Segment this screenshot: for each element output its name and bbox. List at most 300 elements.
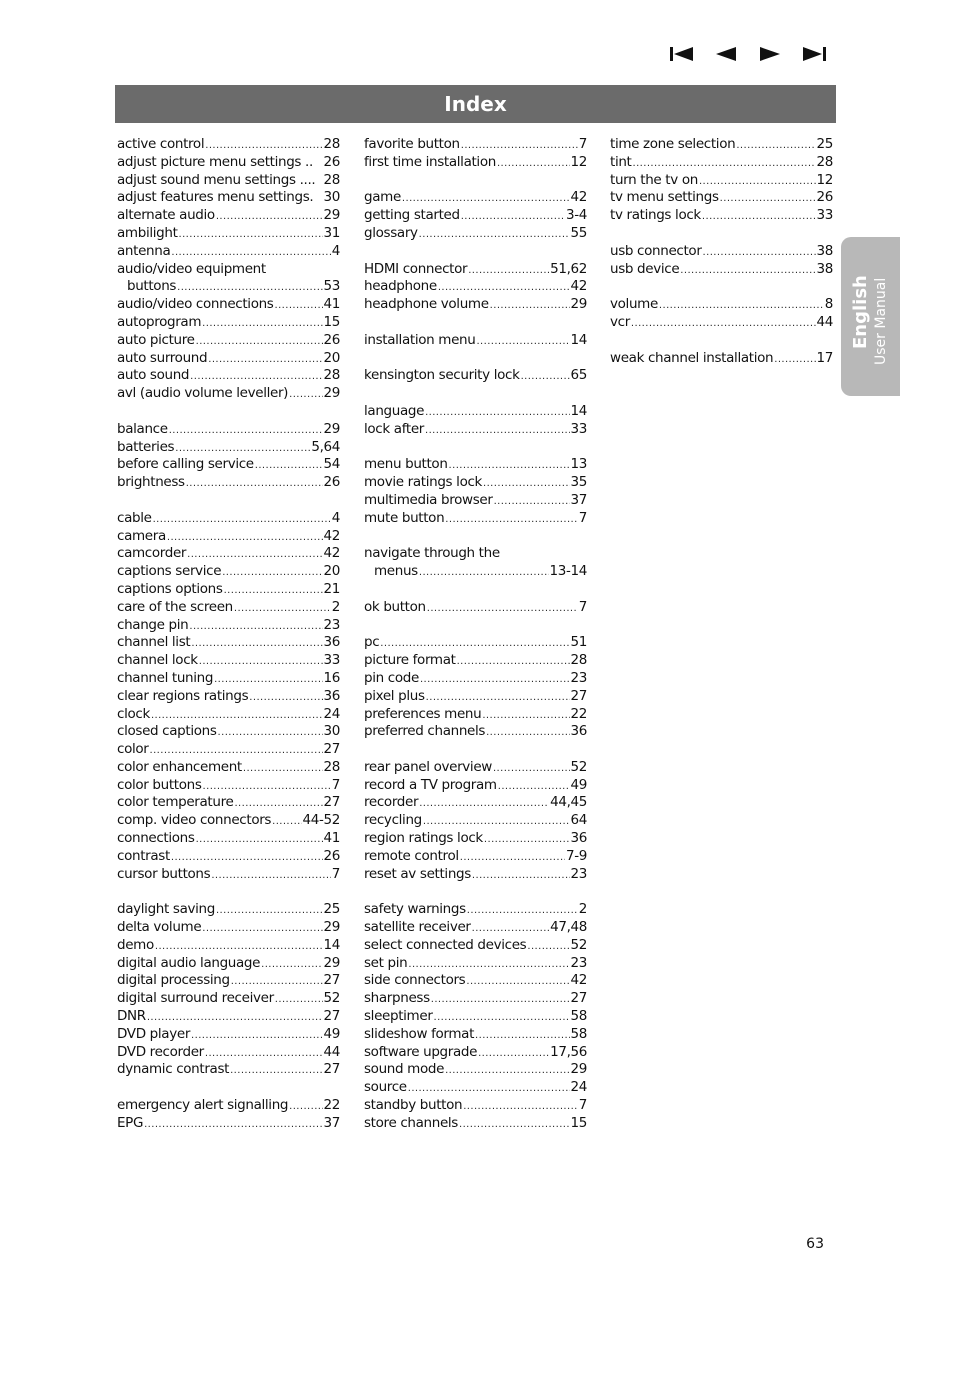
index-term: sleeptimer <box>364 1008 433 1025</box>
index-page-ref[interactable]: 54 <box>323 456 340 473</box>
dot-leader <box>460 848 565 867</box>
dot-leader <box>419 563 549 582</box>
index-term: auto sound <box>117 367 190 384</box>
index-page-ref[interactable]: 23 <box>570 954 587 971</box>
index-page-ref[interactable]: 8 <box>824 296 833 313</box>
index-page-ref[interactable]: 37 <box>570 491 587 508</box>
index-page-ref[interactable]: 21 <box>323 580 340 597</box>
index-entry <box>610 189 833 207</box>
index-entry <box>117 937 340 955</box>
index-term: sharpness <box>364 990 430 1007</box>
dot-leader <box>189 617 322 636</box>
index-page-ref[interactable]: 27 <box>323 1008 340 1025</box>
index-term: delta volume <box>117 919 202 936</box>
index-page-ref[interactable]: 29 <box>323 919 340 936</box>
index-entry <box>117 350 340 368</box>
index-page-ref[interactable]: 38 <box>816 260 833 277</box>
index-entry <box>117 189 340 207</box>
skip-to-first-icon[interactable] <box>668 44 696 64</box>
index-page-ref[interactable]: 36 <box>570 830 587 847</box>
index-entry <box>364 296 587 314</box>
index-entry <box>117 706 340 724</box>
index-page-ref[interactable]: 29 <box>323 207 340 224</box>
index-page-ref[interactable]: 53 <box>323 278 340 295</box>
index-page-ref[interactable]: 29 <box>323 954 340 971</box>
index-entry <box>117 278 340 296</box>
index-page-ref[interactable]: 29 <box>323 420 340 437</box>
index-page-ref[interactable]: 27 <box>570 687 587 704</box>
index-page-ref[interactable]: 5,64 <box>311 438 340 455</box>
index-page-ref[interactable]: 28 <box>323 136 340 152</box>
index-page-ref[interactable]: 2 <box>578 901 587 918</box>
index-page-ref[interactable]: 7 <box>578 598 587 615</box>
dot-leader <box>261 955 322 974</box>
dot-leader <box>202 314 322 333</box>
index-page-ref[interactable]: 25 <box>816 136 833 152</box>
index-page-ref[interactable]: 36 <box>323 634 340 651</box>
dot-leader <box>633 154 816 173</box>
index-entry <box>364 830 587 848</box>
index-entry <box>610 243 833 261</box>
index-entry <box>364 723 587 741</box>
index-page-ref[interactable]: 22 <box>323 1097 340 1114</box>
dot-leader <box>208 350 322 369</box>
index-page-ref[interactable]: 23 <box>570 865 587 882</box>
dot-leader <box>249 688 322 707</box>
index-page-ref[interactable]: 23 <box>570 669 587 686</box>
dot-leader <box>150 741 323 760</box>
index-term: color temperature <box>117 794 234 811</box>
index-entry <box>117 154 340 172</box>
index-entry <box>364 972 587 990</box>
index-entry <box>364 474 587 492</box>
index-entry <box>364 670 587 688</box>
dot-leader <box>498 777 570 796</box>
index-page-ref[interactable]: 16 <box>323 669 340 686</box>
dot-leader <box>144 1115 322 1134</box>
index-entry <box>364 456 587 474</box>
dot-leader <box>475 1026 569 1045</box>
index-entry <box>364 261 587 279</box>
index-entry <box>364 545 587 563</box>
index-entry <box>364 136 587 154</box>
index-page-ref[interactable]: 42 <box>570 972 587 989</box>
index-entry <box>117 456 340 474</box>
index-page-ref[interactable]: 31 <box>323 224 340 241</box>
index-term: captions service <box>117 563 222 580</box>
index-page-ref[interactable]: 33 <box>323 652 340 669</box>
dot-leader <box>774 350 815 369</box>
index-term: getting started <box>364 207 460 224</box>
dot-leader <box>484 830 570 849</box>
dot-leader <box>431 990 570 1009</box>
index-page-ref[interactable]: 51 <box>570 634 587 651</box>
index-term: game <box>364 189 401 206</box>
dot-leader <box>202 919 322 938</box>
dot-leader <box>408 1079 570 1098</box>
index-page-ref[interactable]: 35 <box>570 474 587 491</box>
index-page-ref[interactable]: 55 <box>570 224 587 241</box>
index-page-ref[interactable]: 27 <box>323 1061 340 1078</box>
index-gap <box>364 741 587 759</box>
dot-leader <box>490 296 570 315</box>
index-entry <box>364 421 587 439</box>
index-page-ref[interactable]: 42 <box>323 527 340 544</box>
index-page-ref[interactable]: 29 <box>570 296 587 313</box>
index-gap <box>364 314 587 332</box>
index-page-ref[interactable]: 29 <box>323 385 340 402</box>
index-page-ref[interactable]: 7 <box>331 865 340 882</box>
index-page-ref[interactable]: 44 <box>323 1043 340 1060</box>
index-term: software upgrade <box>364 1043 478 1060</box>
index-page-ref[interactable]: 26 <box>323 153 340 170</box>
index-entry <box>117 1115 340 1133</box>
index-term: usb device <box>610 260 680 277</box>
index-page-ref[interactable]: 44 <box>816 313 833 330</box>
skip-to-last-icon[interactable] <box>800 44 828 64</box>
index-term: avl (audio volume leveller) <box>117 385 289 402</box>
previous-icon[interactable] <box>712 44 740 64</box>
index-term: picture format <box>364 652 456 669</box>
index-term: preferred channels <box>364 723 486 740</box>
index-page-ref[interactable]: 51,62 <box>550 260 587 277</box>
index-gap <box>364 385 587 403</box>
index-page-ref[interactable]: 58 <box>570 1025 587 1042</box>
dot-leader <box>476 332 569 351</box>
dot-leader <box>494 492 570 511</box>
index-page-ref[interactable]: 7 <box>331 776 340 793</box>
index-page-ref[interactable]: 42 <box>570 278 587 295</box>
index-term: tv ratings lock <box>610 207 701 224</box>
index-entry <box>117 741 340 759</box>
index-page-ref[interactable]: 25 <box>323 901 340 918</box>
dot-leader <box>425 403 569 422</box>
dot-leader <box>191 634 322 653</box>
index-term: pc <box>364 634 380 651</box>
index-page-ref[interactable]: 65 <box>570 367 587 384</box>
index-term: safety warnings <box>364 901 466 918</box>
index-gap <box>364 617 587 635</box>
dot-leader <box>216 207 323 226</box>
index-term: camera <box>117 527 166 544</box>
index-entry <box>117 688 340 706</box>
index-page-ref[interactable]: 20 <box>323 349 340 366</box>
index-entry <box>117 1097 340 1115</box>
dot-leader <box>467 901 578 920</box>
index-entry <box>364 154 587 172</box>
dot-leader <box>196 830 323 849</box>
index-page-ref[interactable]: 4 <box>331 242 340 259</box>
index-term: rear panel overview <box>364 758 492 775</box>
index-page-ref[interactable]: 28 <box>570 652 587 669</box>
index-page-ref[interactable]: 2 <box>331 598 340 615</box>
index-page-ref[interactable]: 15 <box>570 1114 587 1131</box>
index-page-ref[interactable]: 24 <box>570 1079 587 1096</box>
index-term: installation menu <box>364 331 476 348</box>
dot-leader <box>218 723 323 742</box>
index-entry <box>610 314 833 332</box>
index-page-ref[interactable]: 27 <box>323 794 340 811</box>
index-page-ref[interactable]: 27 <box>323 972 340 989</box>
index-entry <box>364 225 587 243</box>
index-page-ref[interactable]: 26 <box>816 189 833 206</box>
dot-leader <box>461 207 565 226</box>
index-page-ref[interactable]: 26 <box>323 474 340 491</box>
index-page-ref[interactable]: 30 <box>323 189 340 206</box>
index-entry <box>364 759 587 777</box>
index-page-ref[interactable]: 37 <box>323 1114 340 1131</box>
index-page-ref[interactable]: 27 <box>570 990 587 1007</box>
index-term: navigate through the <box>364 545 500 562</box>
index-page-ref[interactable]: 58 <box>570 1008 587 1025</box>
index-page-ref[interactable]: 33 <box>570 420 587 437</box>
index-page-ref[interactable]: 49 <box>570 776 587 793</box>
index-page-ref[interactable]: 4 <box>331 509 340 526</box>
index-gap <box>364 172 587 190</box>
dot-leader <box>272 812 301 831</box>
dot-leader <box>680 261 815 280</box>
index-term: connections <box>117 830 195 847</box>
page-title: Index <box>115 85 836 123</box>
index-entry <box>364 367 587 385</box>
index-entry <box>117 172 340 190</box>
index-page-ref[interactable]: 14 <box>323 936 340 953</box>
index-entry <box>610 136 833 154</box>
index-page-ref[interactable]: 44,45 <box>550 794 587 811</box>
index-term: alternate audio <box>117 207 215 224</box>
index-entry <box>117 385 340 403</box>
index-term: reset av settings <box>364 865 471 882</box>
index-page-ref[interactable]: 28 <box>816 153 833 170</box>
index-term: first time installation <box>364 153 496 170</box>
dot-leader <box>438 278 570 297</box>
index-term: clear regions ratings <box>117 687 249 704</box>
index-entry <box>117 634 340 652</box>
index-page-ref[interactable]: 14 <box>570 331 587 348</box>
dot-leader <box>167 528 323 547</box>
index-term: DVD recorder <box>117 1043 204 1060</box>
index-term: cable <box>117 509 152 526</box>
dot-leader <box>230 1061 322 1080</box>
index-page-ref[interactable]: 15 <box>323 313 340 330</box>
index-column-2 <box>364 136 587 1133</box>
dot-leader <box>147 1008 323 1027</box>
dot-leader <box>243 759 323 778</box>
index-term: tv menu settings <box>610 189 719 206</box>
index-term: DNR <box>117 1008 146 1025</box>
index-entry <box>117 1026 340 1044</box>
index-entry <box>364 919 587 937</box>
dot-leader <box>179 225 323 244</box>
index-gap <box>117 403 340 421</box>
index-entry <box>117 617 340 635</box>
index-entry <box>364 1008 587 1026</box>
dot-leader <box>478 1044 549 1063</box>
index-page-ref[interactable]: 20 <box>323 563 340 580</box>
index-term: buttons <box>127 278 177 295</box>
index-page-ref[interactable]: 42 <box>323 545 340 562</box>
index-term: cursor buttons <box>117 865 211 882</box>
index-page-ref[interactable]: 28 <box>323 367 340 384</box>
dot-leader <box>736 136 815 155</box>
index-page-ref[interactable]: 29 <box>570 1061 587 1078</box>
index-page-ref[interactable]: 41 <box>323 830 340 847</box>
dot-leader <box>699 172 816 191</box>
index-entry <box>117 812 340 830</box>
index-page-ref[interactable]: 17 <box>816 349 833 366</box>
index-entry <box>364 599 587 617</box>
index-page-ref[interactable]: 13 <box>570 456 587 473</box>
index-entry <box>117 901 340 919</box>
dot-leader <box>659 296 824 315</box>
index-page-ref[interactable]: 12 <box>816 171 833 188</box>
index-gap <box>364 883 587 901</box>
index-term: channel tuning <box>117 669 214 686</box>
index-page-ref[interactable]: 28 <box>323 758 340 775</box>
index-page-ref[interactable]: 26 <box>323 847 340 864</box>
dot-leader <box>631 314 816 333</box>
index-entry <box>364 403 587 421</box>
dot-leader <box>380 634 569 653</box>
dot-leader <box>463 1097 578 1116</box>
index-page-ref[interactable]: 7-9 <box>566 847 587 864</box>
index-entry <box>364 866 587 884</box>
index-entry <box>364 777 587 795</box>
index-page-ref[interactable]: 26 <box>323 331 340 348</box>
dot-leader <box>425 421 570 440</box>
index-term: daylight saving <box>117 901 215 918</box>
index-entry <box>364 634 587 652</box>
index-term: audio/video equipment <box>117 260 266 277</box>
index-entry <box>117 972 340 990</box>
index-term: glossary <box>364 224 418 241</box>
index-term: ambilight <box>117 224 178 241</box>
index-page-ref[interactable]: 22 <box>570 705 587 722</box>
dot-leader <box>423 812 570 831</box>
dot-leader <box>211 866 330 885</box>
index-entry <box>117 1061 340 1079</box>
dot-leader <box>434 1008 570 1027</box>
index-term: demo <box>117 936 154 953</box>
dot-leader <box>234 794 322 813</box>
dot-leader <box>255 456 323 475</box>
index-term: dynamic contrast <box>117 1061 230 1078</box>
index-page-ref[interactable]: 42 <box>570 189 587 206</box>
index-entry <box>364 1026 587 1044</box>
index-page-ref[interactable]: 52 <box>570 936 587 953</box>
index-entry <box>364 492 587 510</box>
index-page-ref[interactable]: 23 <box>323 616 340 633</box>
index-term: multimedia browser <box>364 491 493 508</box>
index-entry <box>117 243 340 261</box>
index-entry <box>364 510 587 528</box>
index-page-ref[interactable]: 27 <box>323 741 340 758</box>
dot-leader <box>702 207 816 226</box>
index-page-ref[interactable]: 12 <box>570 153 587 170</box>
dot-leader <box>216 901 323 920</box>
index-term: color enhancement <box>117 758 242 775</box>
dot-leader <box>461 136 578 155</box>
index-term: closed captions <box>117 723 217 740</box>
dot-leader <box>171 848 323 867</box>
index-page-ref[interactable]: 36 <box>570 723 587 740</box>
index-term: lock after <box>364 420 424 437</box>
index-page-ref[interactable]: 33 <box>816 207 833 224</box>
index-entry <box>117 652 340 670</box>
index-page-ref[interactable]: 7 <box>578 136 587 152</box>
index-page-ref[interactable]: 47,48 <box>550 919 587 936</box>
index-entry <box>117 545 340 563</box>
index-entry <box>117 848 340 866</box>
index-gap <box>364 528 587 546</box>
index-term: time zone selection <box>610 136 736 152</box>
index-entry <box>117 794 340 812</box>
index-page-ref[interactable]: 17,56 <box>550 1043 587 1060</box>
index-term: adjust features menu settings. <box>117 189 314 206</box>
index-page-ref[interactable]: 52 <box>323 990 340 1007</box>
language-label: English <box>850 275 871 349</box>
index-term: digital surround receiver <box>117 990 274 1007</box>
index-gap <box>117 1079 340 1097</box>
index-page-ref[interactable]: 52 <box>570 758 587 775</box>
next-icon[interactable] <box>756 44 784 64</box>
index-term: headphone <box>364 278 437 295</box>
index-page-ref[interactable]: 13-14 <box>549 563 587 580</box>
index-entry <box>364 207 587 225</box>
index-entry <box>117 207 340 225</box>
index-page-ref[interactable]: 28 <box>323 171 340 188</box>
index-entry <box>364 937 587 955</box>
dot-leader <box>199 652 323 671</box>
dot-leader <box>457 652 570 671</box>
index-term: color buttons <box>117 776 202 793</box>
index-term: captions options <box>117 580 223 597</box>
index-page-ref[interactable]: 36 <box>323 687 340 704</box>
index-entry <box>117 866 340 884</box>
index-page-ref[interactable]: 41 <box>323 296 340 313</box>
dot-leader <box>171 243 330 262</box>
dot-leader <box>214 670 322 689</box>
index-term: slideshow format <box>364 1025 475 1042</box>
index-term: menus <box>374 563 418 580</box>
index-entry <box>117 136 340 154</box>
index-page-ref[interactable]: 3-4 <box>566 207 587 224</box>
index-term: active control <box>117 136 205 152</box>
page-number: 63 <box>806 1236 824 1252</box>
index-page-ref[interactable]: 7 <box>578 509 587 526</box>
dot-leader <box>521 367 570 386</box>
index-entry <box>117 314 340 332</box>
index-page-ref[interactable]: 64 <box>570 812 587 829</box>
index-term: region ratings lock <box>364 830 483 847</box>
index-entry <box>117 225 340 243</box>
dot-leader <box>224 581 323 600</box>
index-entry <box>117 1044 340 1062</box>
index-page-ref[interactable]: 7 <box>578 1097 587 1114</box>
index-entry <box>364 332 587 350</box>
index-term: source <box>364 1079 407 1096</box>
index-page-ref[interactable]: 38 <box>816 242 833 259</box>
index-entry <box>117 599 340 617</box>
index-page-ref[interactable]: 24 <box>323 705 340 722</box>
index-term: select connected devices <box>364 936 527 953</box>
index-gap <box>117 883 340 901</box>
index-page-ref[interactable]: 49 <box>323 1025 340 1042</box>
index-page-ref[interactable]: 30 <box>323 723 340 740</box>
index-page-ref[interactable]: 14 <box>570 402 587 419</box>
index-page-ref[interactable]: 44-52 <box>302 812 340 829</box>
index-term: clock <box>117 705 150 722</box>
